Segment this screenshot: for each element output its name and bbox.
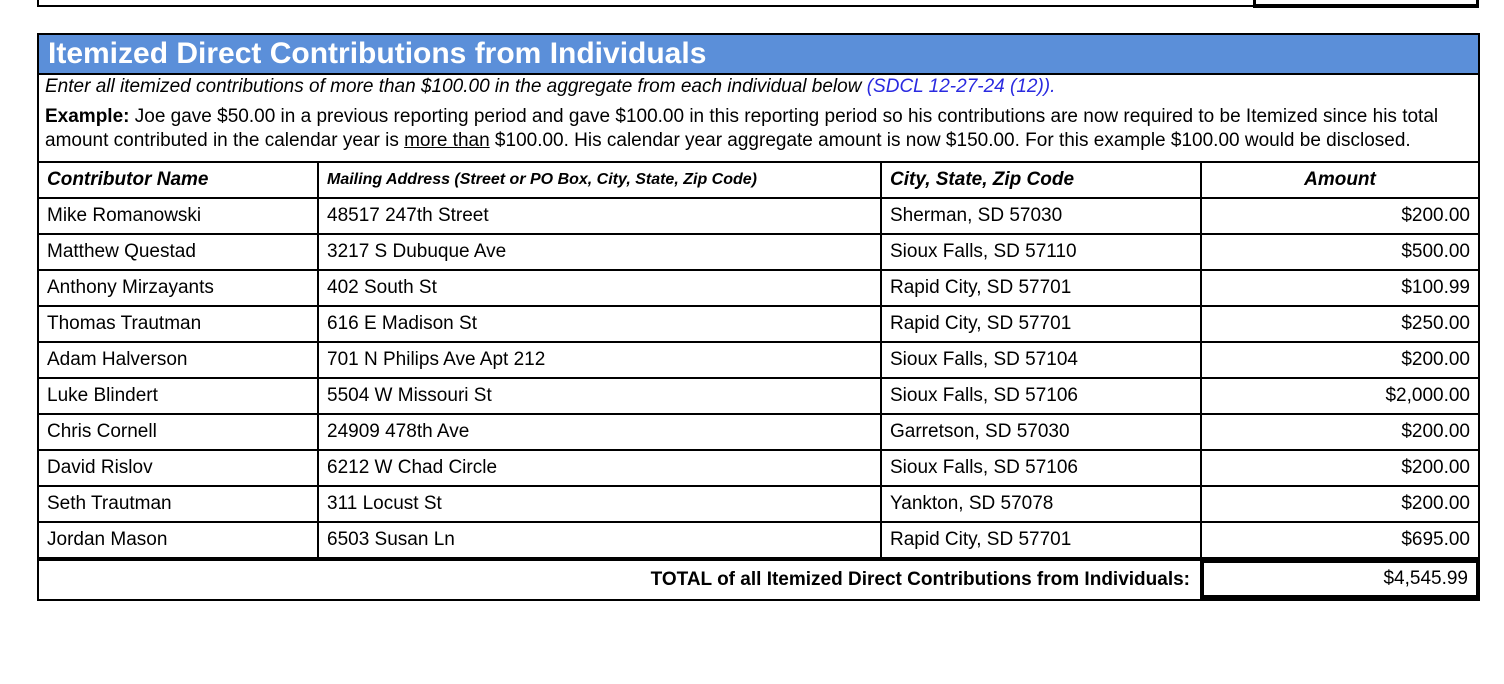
cell-mailing-address: 48517 247th Street xyxy=(318,198,881,234)
cell-city-state-zip: Garretson, SD 57030 xyxy=(881,414,1201,450)
table-header-row xyxy=(39,163,1478,198)
example-paragraph xyxy=(39,99,1478,163)
table-row xyxy=(39,378,1478,414)
cell-mailing-address: 616 E Madison St xyxy=(318,306,881,342)
table-row xyxy=(39,342,1478,378)
cell-city-state-zip: Rapid City, SD 57701 xyxy=(881,306,1201,342)
header-contributor-name: Contributor Name xyxy=(39,163,318,198)
cell-mailing-address: 6212 W Chad Circle xyxy=(318,450,881,486)
table-row xyxy=(39,414,1478,450)
cell-amount: $200.00 xyxy=(1201,342,1478,378)
instruction-text: Enter all itemized contributions of more than $100.00 in the aggregate from each individual below xyxy=(45,76,862,97)
cell-city-state-zip: Rapid City, SD 57701 xyxy=(881,522,1201,558)
contributions-table xyxy=(39,163,1478,559)
total-row xyxy=(39,559,1478,599)
cell-city-state-zip: Sioux Falls, SD 57104 xyxy=(881,342,1201,378)
example-label: Example: xyxy=(45,106,130,127)
table-row xyxy=(39,198,1478,234)
header-mailing-address: Mailing Address (Street or PO Box, City, State, Zip Code) xyxy=(318,163,881,198)
cell-amount: $100.99 xyxy=(1201,270,1478,306)
example-text-part2: $100.00. His calendar year aggregate amount is now $150.00. For this example $100.00 would be disclosed. xyxy=(489,130,1411,151)
statute-reference: (SDCL 12-27-24 (12)). xyxy=(866,76,1056,97)
cell-amount: $2,000.00 xyxy=(1201,378,1478,414)
cell-mailing-address: 6503 Susan Ln xyxy=(318,522,881,558)
table-row xyxy=(39,450,1478,486)
cell-city-state-zip: Sioux Falls, SD 57110 xyxy=(881,234,1201,270)
cell-city-state-zip: Sioux Falls, SD 57106 xyxy=(881,450,1201,486)
header-city-state-zip: City, State, Zip Code xyxy=(881,163,1201,198)
cell-contributor-name: David Rislov xyxy=(39,450,318,486)
cell-amount: $200.00 xyxy=(1201,414,1478,450)
cell-city-state-zip: Sherman, SD 57030 xyxy=(881,198,1201,234)
cell-mailing-address: 24909 478th Ave xyxy=(318,414,881,450)
cell-amount: $695.00 xyxy=(1201,522,1478,558)
cell-contributor-name: Thomas Trautman xyxy=(39,306,318,342)
cell-amount: $200.00 xyxy=(1201,198,1478,234)
total-label: TOTAL of all Itemized Direct Contributions from Individuals: xyxy=(650,569,1190,590)
cell-mailing-address: 402 South St xyxy=(318,270,881,306)
previous-section-bottom xyxy=(37,0,1479,7)
cell-amount: $200.00 xyxy=(1201,486,1478,522)
cell-contributor-name: Chris Cornell xyxy=(39,414,318,450)
total-amount: $4,545.99 xyxy=(1200,559,1480,599)
instruction-line xyxy=(39,75,1478,99)
cell-mailing-address: 311 Locust St xyxy=(318,486,881,522)
cell-mailing-address: 701 N Philips Ave Apt 212 xyxy=(318,342,881,378)
cell-contributor-name: Adam Halverson xyxy=(39,342,318,378)
cell-city-state-zip: Yankton, SD 57078 xyxy=(881,486,1201,522)
cell-mailing-address: 3217 S Dubuque Ave xyxy=(318,234,881,270)
cell-contributor-name: Luke Blindert xyxy=(39,378,318,414)
example-underlined-text: more than xyxy=(404,130,490,151)
table-row xyxy=(39,270,1478,306)
table-row xyxy=(39,234,1478,270)
cell-contributor-name: Mike Romanowski xyxy=(39,198,318,234)
cell-city-state-zip: Rapid City, SD 57701 xyxy=(881,270,1201,306)
itemized-contributions-section xyxy=(37,33,1480,601)
cell-contributor-name: Jordan Mason xyxy=(39,522,318,558)
cell-amount: $250.00 xyxy=(1201,306,1478,342)
cell-city-state-zip: Sioux Falls, SD 57106 xyxy=(881,378,1201,414)
cell-amount: $500.00 xyxy=(1201,234,1478,270)
cell-contributor-name: Seth Trautman xyxy=(39,486,318,522)
cell-mailing-address: 5504 W Missouri St xyxy=(318,378,881,414)
cell-amount: $200.00 xyxy=(1201,450,1478,486)
previous-total-box-edge xyxy=(1253,0,1479,8)
header-amount: Amount xyxy=(1201,163,1478,198)
section-title: Itemized Direct Contributions from Individuals xyxy=(39,35,1478,75)
cell-contributor-name: Anthony Mirzayants xyxy=(39,270,318,306)
table-row xyxy=(39,522,1478,558)
table-row xyxy=(39,486,1478,522)
table-row xyxy=(39,306,1478,342)
cell-contributor-name: Matthew Questad xyxy=(39,234,318,270)
example-text-part1: Joe gave $50.00 in a previous reporting period and gave $100.00 in this reporting period so his contributions are now required to be Itemized since his total amount contributed in the calendar year is xyxy=(45,106,1439,151)
